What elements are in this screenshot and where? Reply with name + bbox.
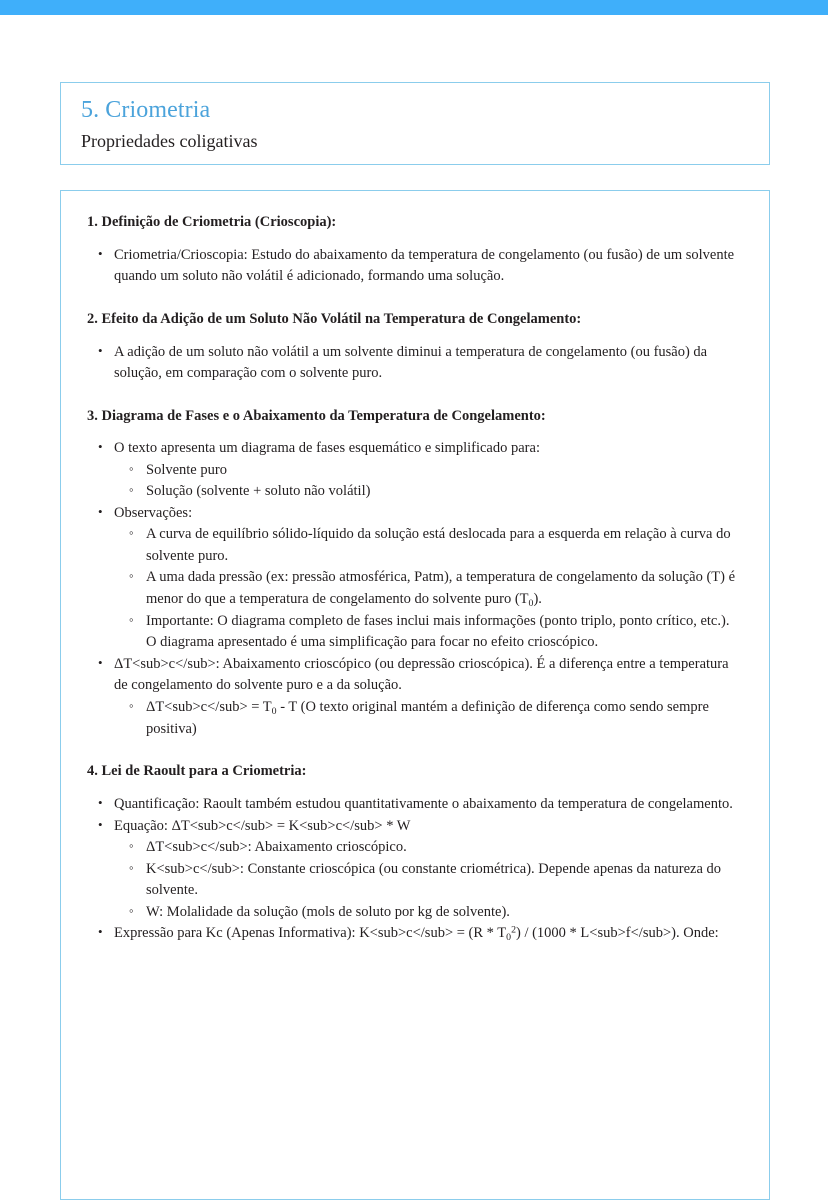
list-item-text: A adição de um soluto não volátil a um solvente diminui a temperatura de congelamento (ou fusão) da solução, em comparação com o solvente puro. bbox=[114, 343, 708, 382]
list-item bbox=[114, 794, 743, 815]
section-heading: 1. Definição de Criometria (Crioscopia): bbox=[87, 214, 337, 230]
sub-list-item bbox=[146, 697, 743, 741]
sub-list-item bbox=[146, 460, 743, 481]
sub-list-item bbox=[146, 902, 743, 923]
list-item-text: O texto apresenta um diagrama de fases esquemático e simplificado para: bbox=[114, 440, 540, 457]
sections-container bbox=[87, 213, 743, 945]
bullet-list bbox=[87, 438, 743, 740]
list-item bbox=[114, 342, 743, 385]
sub-bullet-list bbox=[114, 697, 743, 741]
list-item bbox=[114, 923, 743, 945]
list-item-text: Equação: ΔT<sub>c</sub> = K<sub>c</sub> * W bbox=[114, 817, 411, 834]
bullet-list bbox=[87, 342, 743, 385]
sub-list-item-text: A curva de equilíbrio sólido-líquido da solução está deslocada para a esquerda em relação à curva do solvente puro. bbox=[146, 526, 731, 564]
page-title: 5. Criometria bbox=[81, 97, 211, 123]
sub-list-item-text: ΔT<sub>c</sub>: Abaixamento crioscópico. bbox=[146, 839, 407, 856]
document-header-card bbox=[60, 82, 770, 165]
section-heading: 2. Efeito da Adição de um Soluto Não Volátil na Temperatura de Congelamento: bbox=[87, 310, 582, 327]
sub-bullet-list bbox=[114, 460, 743, 503]
sub-list-item bbox=[146, 481, 743, 502]
list-item bbox=[114, 654, 743, 741]
list-item bbox=[114, 503, 743, 654]
document-body-card bbox=[60, 190, 770, 1200]
list-item-text: Expressão para Kc (Apenas Informativa): $K<sub>c</sub> = (R * T_0^2) / (1000 * L<sub>f</sub>)$. Onde: bbox=[114, 924, 719, 943]
sub-list-item-text: A uma dada pressão (ex: pressão atmosférica, Patm), a temperatura de congelamento da solução (T) é menor do que a temperatura de congelamento do solvente puro $(T_0)$. bbox=[146, 569, 736, 609]
sub-list-item bbox=[146, 611, 743, 654]
section-heading: 3. Diagrama de Fases e o Abaixamento da Temperatura de Congelamento: bbox=[87, 407, 546, 424]
list-item-text: Criometria/Crioscopia: Estudo do abaixamento da temperatura de congelamento (ou fusão) de um solvente quando um soluto não volátil é adicionado, formando uma solução. bbox=[114, 246, 735, 285]
sub-list-item-text: Solução (solvente + soluto não volátil) bbox=[146, 483, 371, 500]
list-item bbox=[114, 816, 743, 923]
top-accent-bar bbox=[0, 0, 828, 15]
sub-bullet-list bbox=[114, 524, 743, 654]
bullet-list bbox=[87, 794, 743, 945]
list-item bbox=[114, 245, 743, 288]
page-subtitle: Propriedades coligativas bbox=[81, 130, 258, 151]
list-item-text: Observações: bbox=[114, 504, 193, 521]
sub-list-item bbox=[146, 837, 743, 858]
sub-list-item bbox=[146, 524, 743, 567]
section-heading: 4. Lei de Raoult para a Criometria: bbox=[87, 763, 307, 780]
list-item-text: Quantificação: Raoult também estudou quantitativamente o abaixamento da temperatura de congelamento. bbox=[114, 796, 733, 813]
list-item bbox=[114, 438, 743, 502]
sub-list-item-text: Importante: O diagrama completo de fases inclui mais informações (ponto triplo, ponto crítico, etc.). O diagrama apresentado é uma simplificação para focar no efeito crioscópico. bbox=[146, 612, 730, 651]
list-item-text: ΔT<sub>c</sub>: Abaixamento crioscópico (ou depressão crioscópica). É a diferença entre a temperatura de congelamento do solvente puro e a da solução. bbox=[114, 655, 729, 694]
sub-bullet-list bbox=[114, 837, 743, 923]
sub-list-item-text: Solvente puro bbox=[146, 461, 227, 478]
sub-list-item-text: W: Molalidade da solução (mols de soluto por kg de solvente). bbox=[146, 903, 510, 920]
sub-list-item-text: K<sub>c</sub>: Constante crioscópica (ou constante criométrica). Depende apenas da natureza do solvente. bbox=[146, 860, 722, 899]
document-page bbox=[0, 15, 828, 1171]
bullet-list bbox=[87, 245, 743, 288]
sub-list-item bbox=[146, 859, 743, 902]
sub-list-item bbox=[146, 567, 743, 611]
sub-list-item-text: $\Delta T<sub>c</sub> = T_0 - T$ (O texto original mantém a definição de diferença como sendo sempre positiva) bbox=[146, 698, 709, 737]
